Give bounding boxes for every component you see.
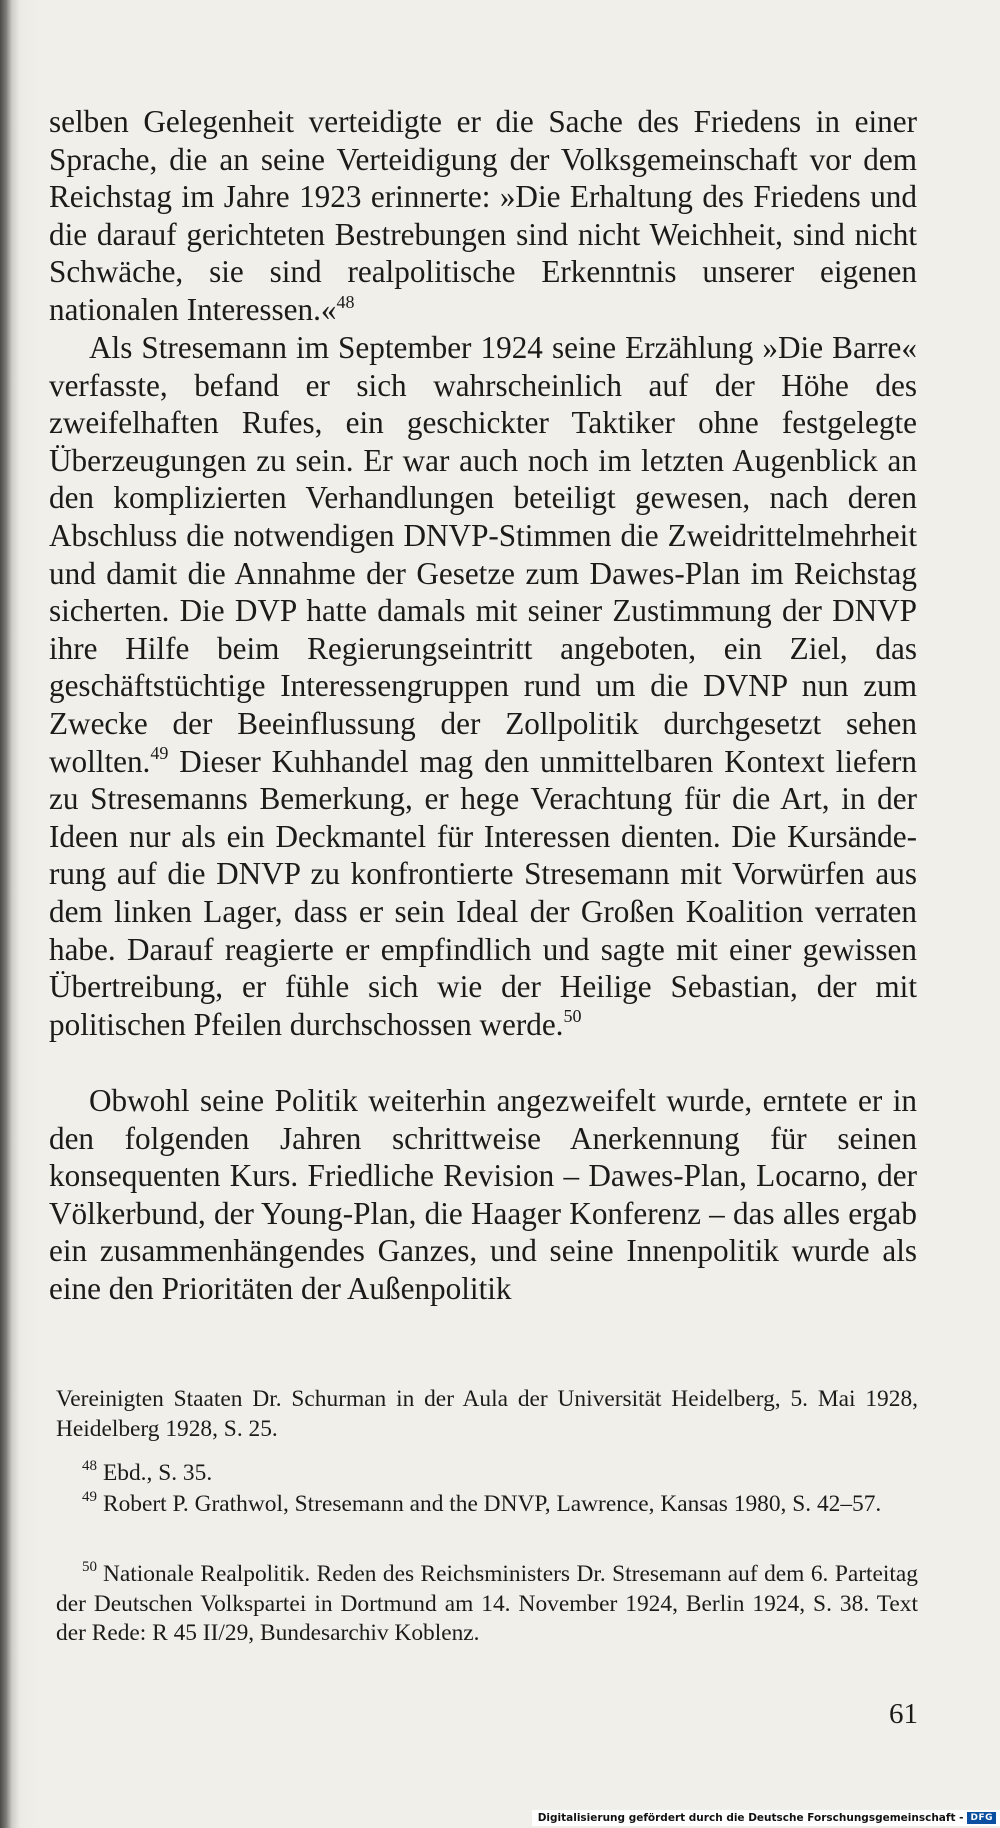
- paragraph-2: [49, 329, 917, 1043]
- dfg-logo: DFG: [967, 1812, 996, 1824]
- paragraph-3-text: Obwohl seine Politik weiterhin angezweifelt wurde, erntete er in den folgenden Jahren schrittweise Anerkennung für seinen konsequenten Kurs. Friedliche Revision – Dawes-Plan, Locarno, der Völkerbund, der Young-Plan, die Haager Konferenz – das alles ergab ein zusammenhängendes Ganzes, und seine Innenpolitik wurde als eine den Prioritäten der Außenpolitik: [49, 1083, 917, 1306]
- paragraph-3: [49, 1082, 917, 1308]
- footnote-49-number: 49: [82, 1489, 97, 1506]
- footnote-ref-50: 50: [563, 1006, 582, 1027]
- digitization-notice-text: Digitalisierung gefördert durch die Deutsche Forschungsgemeinschaft -: [537, 1812, 964, 1824]
- footnote-49: [56, 1490, 918, 1520]
- paragraph-2-text-a: Als Stresemann im September 1924 seine Erzählung »Die Barre« verfasste, befand er sich wahrscheinlich auf der Höhe des zweifelhaften Rufes, ein geschickter Taktiker ohne festgelegte Überzeugungen zu sein. Er war auch noch im letzten Augenblick an den komplizierten Verhandlungen beteiligt gewesen, nach deren Abschluss die notwendigen DNVP-Stimmen die Zweidrittelmehrheit und damit die Annahme der Gesetze zum Dawes-Plan im Reichstag sicherten. Die DVP hatte damals mit seiner Zustimmung der DNVP ihre Hilfe beim Regierungseintritt angeboten, ein Ziel, das geschäftstüchtige Interessengruppen rund um die DVNP nun zum Zwecke der Beeinflussung der Zollpolitik durchgesetzt sehen wollten.: [49, 330, 917, 779]
- footnote-continuation: [56, 1385, 918, 1444]
- footnote-48-number: 48: [82, 1458, 97, 1475]
- paragraph-1-text: selben Gelegenheit verteidigte er die Sache des Friedens in einer Sprache, die an seine Verteidigung der Volksgemeinschaft vor dem Reichstag im Jahre 1923 erinnerte: »Die Erhaltung des Friedens und die darauf gerichteten Bestrebungen sind nicht Weichheit, sind nicht Schwäche, sie sind realpolitische Erkenntnis unserer eigenen nationalen Interessen.«: [49, 104, 917, 327]
- page-number: 61: [889, 1698, 918, 1730]
- footnote-50-text: Nationale Realpolitik. Reden des Reichsministers Dr. Stresemann auf dem 6. Parteitag der Deutschen Volkspartei in Dortmund am 14. November 1924, Berlin 1924, S. 38. Text der Rede: R 45 II/29, Bundesarchiv Koblenz.: [56, 1561, 918, 1647]
- footnote-49-text: Robert P. Grathwol, Stresemann and the DNVP, Lawrence, Kansas 1980, S. 42–57.: [103, 1491, 882, 1517]
- footnote-50: [56, 1560, 918, 1649]
- paragraph-1: [49, 103, 917, 329]
- footnote-48-text: Ebd., S. 35.: [103, 1460, 213, 1486]
- footnote-ref-48: 48: [336, 291, 355, 312]
- footnote-ref-49: 49: [150, 743, 169, 764]
- digitization-notice: [532, 1810, 1000, 1826]
- footnote-continuation-text: Vereinigten Staaten Dr. Schurman in der Aula der Universität Heidelberg, 5. Mai 1928, Heidelberg 1928, S. 25.: [56, 1386, 918, 1442]
- footnote-48: [82, 1459, 918, 1489]
- paragraph-2-text-b: Dieser Kuhhandel mag den unmittelbaren Kontext liefern zu Stresemanns Bemerkung, er hege Verachtung für die Art, in der Ideen nur als ein Deckmantel für Interessen dienten. Die Kursänderung auf die DNVP zu konfrontierte Stresemann mit Vorwürfen aus dem linken Lager, dass er sein Ideal der Großen Koalition verraten habe. Darauf reagierte er empfindlich und sagte mit einer gewissen Übertreibung, er fühle sich wie der Heilige Sebastian, der mit politischen Pfeilen durchschossen werde.: [49, 743, 917, 1042]
- footnote-50-number: 50: [82, 1559, 97, 1576]
